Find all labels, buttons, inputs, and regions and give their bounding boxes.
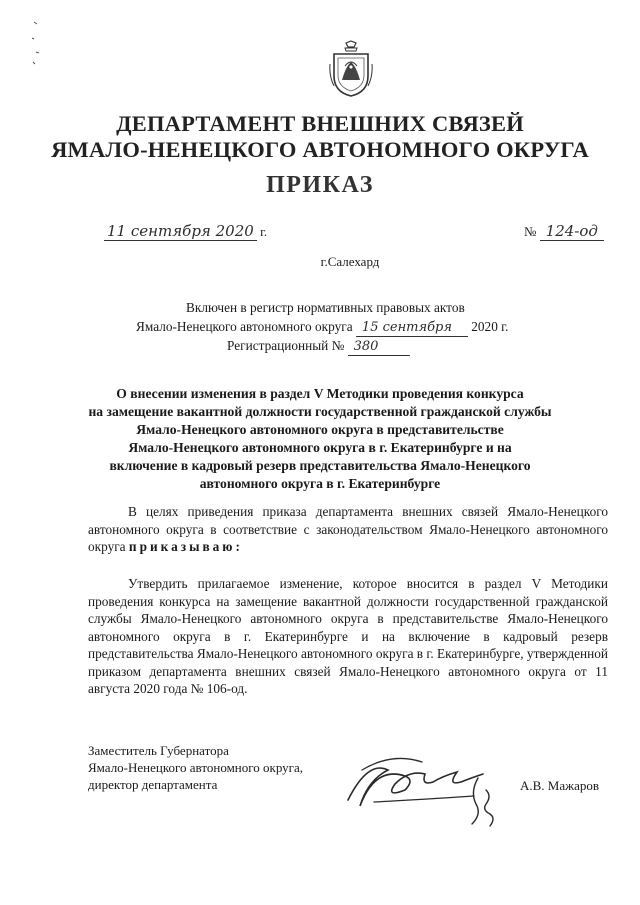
order-paragraph: Утвердить прилагаемое изменение, которое вносится в раздел V Методики проведения конкурса на замещение вакантной должности государственной гражданской службы Ямало-Ненецкого автономного округа в представительстве Ямало-Ненецкого автономного округа в г. Екатеринбурге и на включение в кадровый резерв представительства Ямало-Ненецкого автономного округа в г. Екатеринбурге, утвержденной приказом департамента внешних связей Ямало-Ненецкого автономного округа от 11 августа 2020 года № 106-од. — [88, 576, 608, 696]
registry-region: Ямало-Ненецкого автономного округа — [136, 319, 353, 334]
order-number — [524, 222, 604, 241]
subject-line: включение в кадровый резерв представительства Ямало-Ненецкого — [109, 458, 531, 473]
city-label: г.Салехард — [320, 254, 380, 269]
department-title-line2: ЯМАЛО-НЕНЕЦКОГО АВТОНОМНОГО ОКРУГА — [51, 137, 589, 162]
position-line: директор департамента — [88, 777, 218, 792]
subject-line: Ямало-Ненецкого автономного округа в г. Екатеринбурге и на — [128, 440, 512, 455]
order-verb: приказываю: — [128, 539, 243, 554]
subject-line: О внесении изменения в раздел V Методики проведения конкурса — [116, 386, 524, 401]
order-subject — [80, 385, 560, 493]
position-line: Заместитель Губернатора — [88, 743, 229, 758]
coat-of-arms-icon — [329, 40, 373, 98]
registry-line3 — [227, 338, 410, 356]
registry-date-handwritten: 15 сентября — [356, 320, 468, 337]
order-number-handwritten: 124-од — [540, 222, 604, 241]
registry-line1: Включен в регистр нормативных правовых актов — [186, 300, 465, 315]
order-date-handwritten: 11 сентября 2020 — [104, 222, 257, 241]
registry-number-handwritten: 380 — [348, 339, 410, 356]
department-title-line1: ДЕПАРТАМЕНТ ВНЕШНИХ СВЯЗЕЙ — [116, 111, 524, 136]
preamble-paragraph — [88, 503, 608, 556]
order-number-prefix: № — [524, 224, 537, 239]
position-line: Ямало-Ненецкого автономного округа, — [88, 760, 304, 775]
subject-line: автономного округа в г. Екатеринбурге — [199, 476, 441, 491]
document-type-title: ПРИКАЗ — [266, 172, 374, 198]
registry-number-label: Регистрационный № — [227, 338, 345, 353]
signatory-position — [88, 742, 303, 793]
subject-line: Ямало-Ненецкого автономного округа в представительстве — [136, 422, 504, 437]
preamble-text: В целях приведения приказа департамента внешних связей Ямало-Ненецкого автономного округа в соответствие с законодательством Ямало-Ненецкого автономного округа — [88, 504, 608, 554]
scan-marks — [28, 18, 48, 68]
registry-line2 — [136, 319, 508, 337]
order-date — [104, 222, 267, 241]
order-date-suffix: г. — [260, 224, 268, 239]
registry-year: 2020 г. — [471, 319, 509, 334]
subject-line: на замещение вакантной должности государственной гражданской службы — [88, 404, 552, 419]
handwritten-signature-icon — [338, 740, 528, 830]
signatory-name: А.В. Мажаров — [520, 778, 600, 793]
